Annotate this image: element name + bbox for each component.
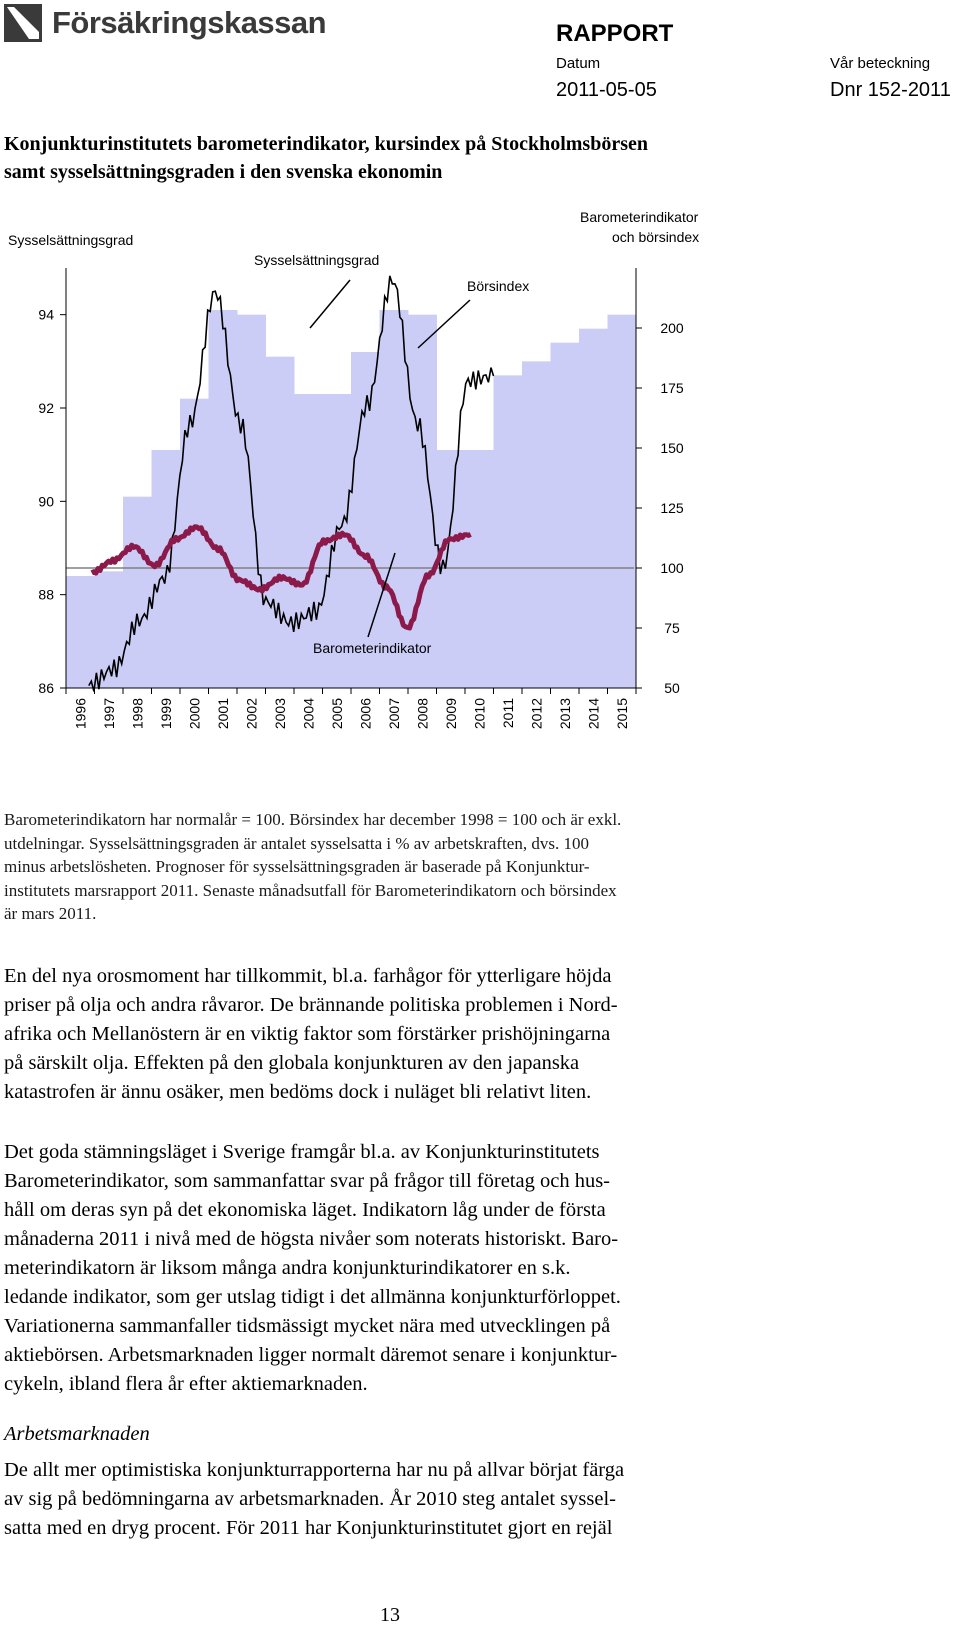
text-line: Variationerna sammanfaller tidsmässigt mycket nära med utvecklingen på bbox=[4, 1315, 611, 1337]
figure-title-line: Konjunkturinstitutets barometerindikator, kursindex på Stockholmsbörsen bbox=[4, 133, 648, 155]
date-label: Datum bbox=[556, 55, 601, 72]
bar-2015 bbox=[608, 315, 637, 688]
text-line: De allt mer optimistiska konjunkturrapporterna har nu på allvar börjat färga bbox=[4, 1459, 625, 1481]
left-tick-label: 92 bbox=[38, 400, 54, 416]
text-line: Det goda stämningsläget i Sverige framgår bl.a. av Konjunkturinstitutets bbox=[4, 1141, 600, 1163]
reference-value: Dnr 152-2011 bbox=[830, 79, 951, 101]
right-tick-label: 200 bbox=[660, 320, 684, 336]
x-tick-label: 2000 bbox=[186, 698, 203, 730]
brand-name: Försäkringskassan bbox=[52, 5, 327, 40]
left-tick-label: 86 bbox=[38, 680, 54, 696]
caption-line: är mars 2011. bbox=[4, 904, 97, 923]
text-line: håll om deras syn på det ekonomiska läget. Indikatorn låg under de första bbox=[4, 1199, 606, 1221]
text-line: En del nya orosmoment har tillkommit, bl.a. farhågor för ytterligare höjda bbox=[4, 965, 612, 987]
text-line: cykeln, ibland flera år efter aktiemarknaden. bbox=[4, 1373, 368, 1395]
x-tick-label: 2013 bbox=[556, 698, 573, 730]
paragraph-1 bbox=[4, 962, 794, 1107]
x-tick-label: 2008 bbox=[414, 698, 431, 730]
text-line: av sig på bedömningarna av arbetsmarknaden. År 2010 steg antalet syssel- bbox=[4, 1488, 616, 1510]
logo-icon bbox=[4, 4, 42, 42]
section-heading: Arbetsmarknaden bbox=[4, 1423, 150, 1445]
annotation-borsindex: Börsindex bbox=[467, 278, 530, 294]
reference-label: Vår beteckning bbox=[830, 55, 931, 72]
paragraph-2 bbox=[4, 1138, 794, 1399]
left-tick-label: 94 bbox=[38, 306, 54, 323]
x-tick-label: 2010 bbox=[471, 698, 488, 730]
annotation-sysselsattningsgrad: Sysselsättningsgrad bbox=[254, 252, 380, 268]
text-line: katastrofen är ännu osäker, men bedöms dock i nuläget bli relativt liten. bbox=[4, 1081, 592, 1103]
figure-caption bbox=[4, 808, 784, 926]
text-line: afrika och Mellanöstern är en viktig faktor som förstärker prishöjningarna bbox=[4, 1023, 611, 1045]
x-tick-label: 1996 bbox=[72, 698, 89, 730]
caption-line: minus arbetslösheten. Prognoser för sysselsättningsgraden är baserade på Konjunktur- bbox=[4, 857, 590, 876]
x-tick-label: 1997 bbox=[100, 698, 117, 730]
bar-1997 bbox=[95, 571, 124, 688]
bar-2011 bbox=[494, 375, 523, 688]
x-tick-label: 2011 bbox=[499, 698, 516, 729]
figure-title bbox=[4, 130, 764, 186]
bar-2014 bbox=[579, 329, 608, 688]
right-tick-label: 75 bbox=[664, 620, 680, 636]
caption-line: institutets marsrapport 2011. Senaste månadsutfall för Barometerindikatorn och börsindex bbox=[4, 880, 617, 900]
x-tick-label: 2002 bbox=[243, 698, 260, 730]
bar-2008 bbox=[408, 315, 437, 688]
annotation-barometerindikator: Barometerindikator bbox=[313, 640, 432, 656]
text-line: aktiebörsen. Arbetsmarknaden ligger normalt däremot senare i konjunktur- bbox=[4, 1344, 618, 1366]
left-axis-ticks bbox=[38, 307, 66, 696]
x-tick-label: 2007 bbox=[385, 698, 402, 730]
brand-logo bbox=[4, 4, 326, 42]
bar-2007 bbox=[380, 310, 409, 688]
paragraph-3 bbox=[4, 1456, 794, 1543]
text-line: satta med en dryg procent. För 2011 har Konjunkturinstitutet gjort en rejäl bbox=[4, 1517, 613, 1539]
text-line: meterindikatorn är liksom många andra konjunkturindikatorer en s.k. bbox=[4, 1257, 571, 1279]
bar-2010 bbox=[465, 450, 494, 688]
right-tick-label: 100 bbox=[660, 560, 684, 576]
x-tick-label: 2003 bbox=[271, 698, 288, 730]
x-tick-label: 1999 bbox=[157, 698, 174, 730]
caption-line: utdelningar. Sysselsättningsgraden är antalet sysselsatta i % av arbetskraften, dvs. 100 bbox=[4, 833, 589, 853]
economy-chart bbox=[0, 205, 780, 785]
x-tick-label: 1998 bbox=[129, 698, 146, 730]
bar-1998 bbox=[123, 497, 152, 688]
bar-1996 bbox=[66, 576, 95, 688]
text-line: priser på olja och andra råvaror. De brännande politiska problemen i Nord- bbox=[4, 994, 618, 1016]
left-tick-label: 88 bbox=[38, 586, 54, 603]
x-tick-label: 2001 bbox=[214, 698, 231, 730]
x-tick-label: 2009 bbox=[442, 698, 459, 730]
x-tick-label: 2012 bbox=[528, 698, 545, 730]
annotation-pointer bbox=[310, 280, 350, 328]
text-line: på särskilt olja. Effekten på den globala konjunkturen av den japanska bbox=[4, 1052, 580, 1074]
text-line: ledande indikator, som ger utslag tidigt i det allmänna konjunkturförloppet. bbox=[4, 1286, 621, 1308]
page-number: 13 bbox=[380, 1604, 400, 1626]
bar-2013 bbox=[551, 343, 580, 688]
text-line: månaderna 2011 i nivå med de högsta nivåer som noterats historiskt. Baro- bbox=[4, 1228, 619, 1250]
text-line: Barometerindikator, som sammanfattar svar på frågor till företag och hus- bbox=[4, 1170, 611, 1192]
figure-title-line: samt sysselsättningsgraden i den svenska ekonomin bbox=[4, 161, 443, 183]
x-axis-ticks bbox=[66, 688, 636, 729]
bar-2001 bbox=[209, 310, 238, 688]
report-type: RAPPORT bbox=[556, 20, 674, 47]
x-tick-label: 2005 bbox=[328, 698, 345, 730]
bar-2003 bbox=[266, 357, 295, 688]
right-axis-title-line2: och börsindex bbox=[612, 229, 700, 245]
x-tick-label: 2004 bbox=[300, 698, 317, 730]
employment-bars bbox=[66, 310, 637, 688]
caption-line: Barometerindikatorn har normalår = 100. Börsindex har december 1998 = 100 och är exkl. bbox=[4, 810, 622, 829]
x-tick-label: 2015 bbox=[613, 698, 630, 730]
right-tick-label: 125 bbox=[660, 500, 684, 516]
left-axis-title: Sysselsättningsgrad bbox=[8, 232, 134, 248]
bar-2012 bbox=[522, 361, 551, 688]
date-value: 2011-05-05 bbox=[556, 79, 657, 101]
right-tick-label: 50 bbox=[664, 680, 680, 696]
x-tick-label: 2014 bbox=[585, 698, 602, 730]
right-axis-ticks bbox=[636, 320, 684, 696]
right-tick-label: 175 bbox=[660, 380, 684, 396]
right-axis-title-line1: Barometerindikator bbox=[580, 209, 699, 225]
x-tick-label: 2006 bbox=[357, 698, 374, 730]
left-tick-label: 90 bbox=[38, 493, 54, 510]
right-tick-label: 150 bbox=[660, 440, 684, 456]
